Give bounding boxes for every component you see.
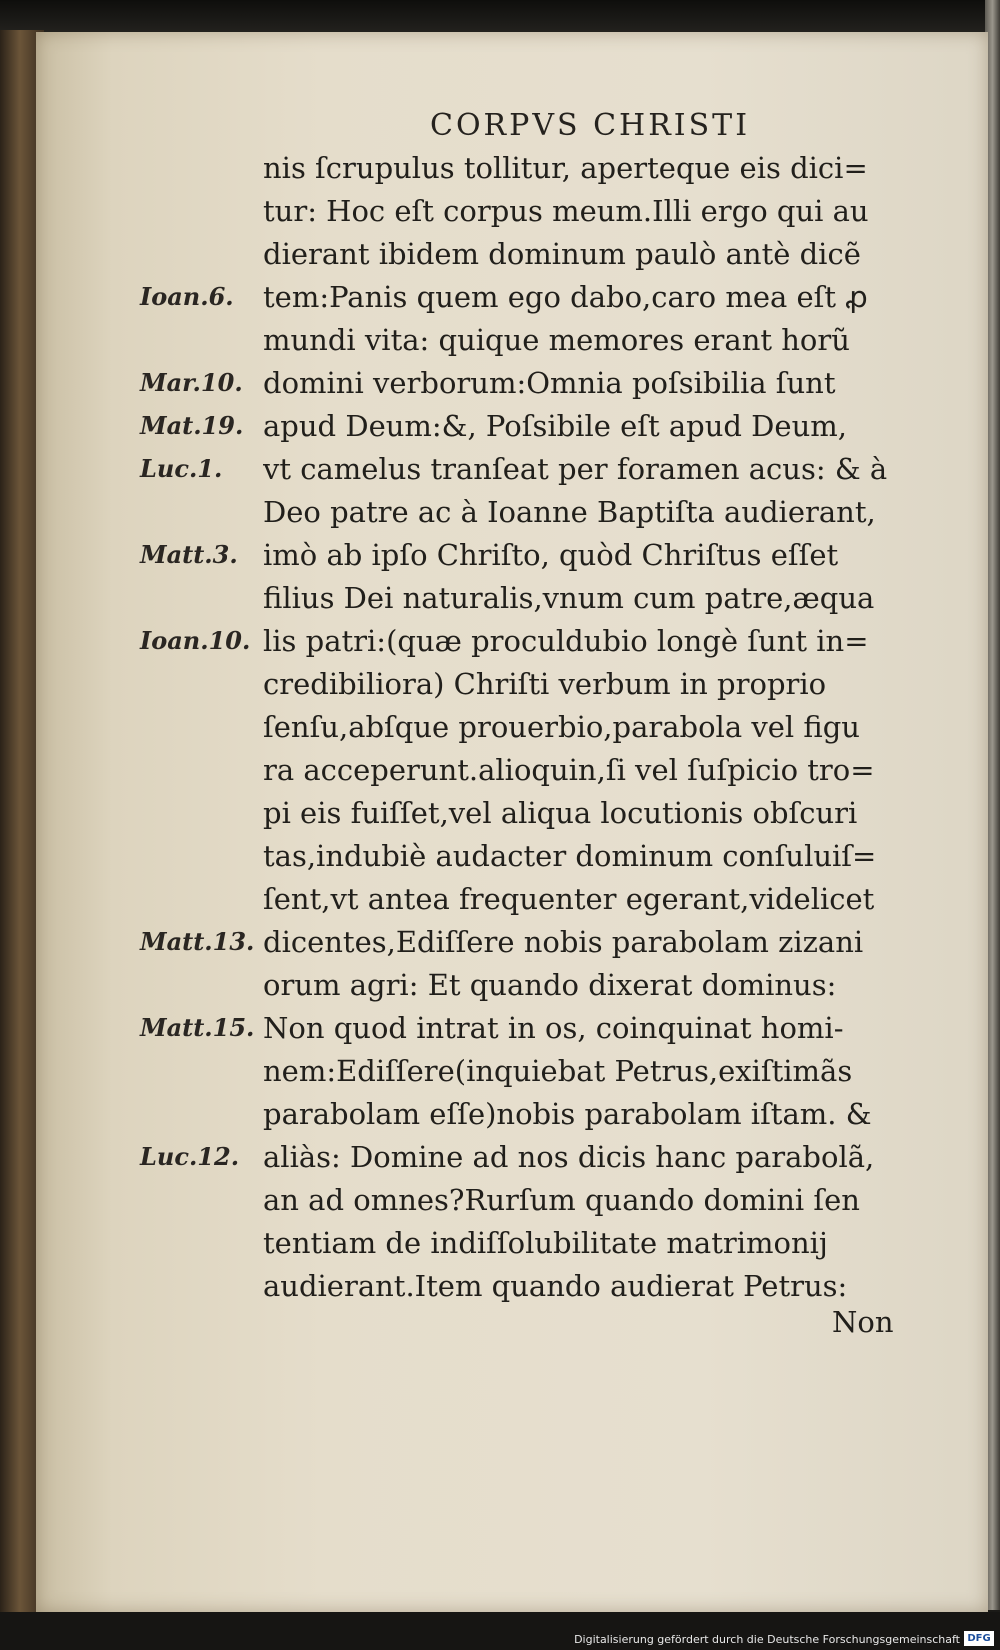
text-line: tentiam de indiſſolubilitate matrimonij <box>263 1226 828 1260</box>
dfg-logo-icon: DFG <box>964 1631 994 1646</box>
text-line: an ad omnes?Rurſum quando domini ſen <box>263 1183 860 1217</box>
text-line: Deo patre ac à Ioanne Baptiſta audierant, <box>263 495 876 529</box>
text-line: ſenſu,abſque prouerbio,parabola vel figu <box>263 710 860 744</box>
funding-credit: Digitalisierung gefördert durch die Deutsche Forschungsgemeinschaft <box>574 1633 960 1646</box>
text-line: audierant.Item quando audierat Petrus: <box>263 1269 848 1303</box>
marginal-note: Matt.13. <box>140 927 255 956</box>
text-line: tem:Panis quem ego dabo,caro mea eſt ꝓ <box>263 280 868 314</box>
marginal-note: Ioan.10. <box>140 626 251 655</box>
text-line: vt camelus tranſeat per foramen acus: & à <box>263 452 888 486</box>
text-line: nem:Ediſſere(inquiebat Petrus,exiſtimãs <box>263 1054 853 1088</box>
text-line: mundi vita: quique memores erant horũ <box>263 323 850 357</box>
text-line: aliàs: Domine ad nos dicis hanc parabolã, <box>263 1140 875 1174</box>
text-line: Non quod intrat in os, coinquinat homi- <box>263 1011 844 1045</box>
marginal-note: Ioan.6. <box>140 282 234 311</box>
marginal-note: Mar.10. <box>140 368 243 397</box>
text-line: apud Deum:&, Poſsibile eſt apud Deum, <box>263 409 847 443</box>
text-line: tas,indubiè audacter dominum conſuluiſ= <box>263 839 877 873</box>
catchword: Non <box>832 1305 894 1339</box>
text-line: domini verborum:Omnia poſsibilia ſunt <box>263 366 836 400</box>
text-line: pi eis fuiſſet,vel aliqua locutionis obſcuri <box>263 796 858 830</box>
text-line: dierant ibidem dominum paulò antè dicẽ <box>263 237 861 271</box>
marginal-note: Luc.1. <box>140 454 223 483</box>
text-line: parabolam eſſe)nobis parabolam iſtam. & <box>263 1097 872 1131</box>
text-line: tur: Hoc eſt corpus meum.Illi ergo qui au <box>263 194 869 228</box>
text-line: ra acceperunt.alioquin,ſi vel ſuſpicio tro= <box>263 753 875 787</box>
text-line: nis ſcrupulus tollitur, aperteque eis dici= <box>263 151 868 185</box>
marginal-note: Matt.3. <box>140 540 238 569</box>
marginal-note: Mat.19. <box>140 411 244 440</box>
marginal-note: Luc.12. <box>140 1142 240 1171</box>
text-line: dicentes,Ediſſere nobis parabolam zizani <box>263 925 864 959</box>
marginal-note: Matt.15. <box>140 1013 255 1042</box>
text-line: orum agri: Et quando dixerat dominus: <box>263 968 837 1002</box>
running-head: CORPVS CHRISTI <box>430 108 751 143</box>
text-line: credibiliora) Chriſti verbum in proprio <box>263 667 827 701</box>
text-line: filius Dei naturalis,vnum cum patre,æqua <box>263 581 875 615</box>
text-line: ſent,vt antea frequenter egerant,videlicet <box>263 882 875 916</box>
text-line: imò ab ipſo Chriſto, quòd Chriſtus eſſet <box>263 538 839 572</box>
text-line: lis patri:(quæ proculdubio longè ſunt in= <box>263 624 869 658</box>
